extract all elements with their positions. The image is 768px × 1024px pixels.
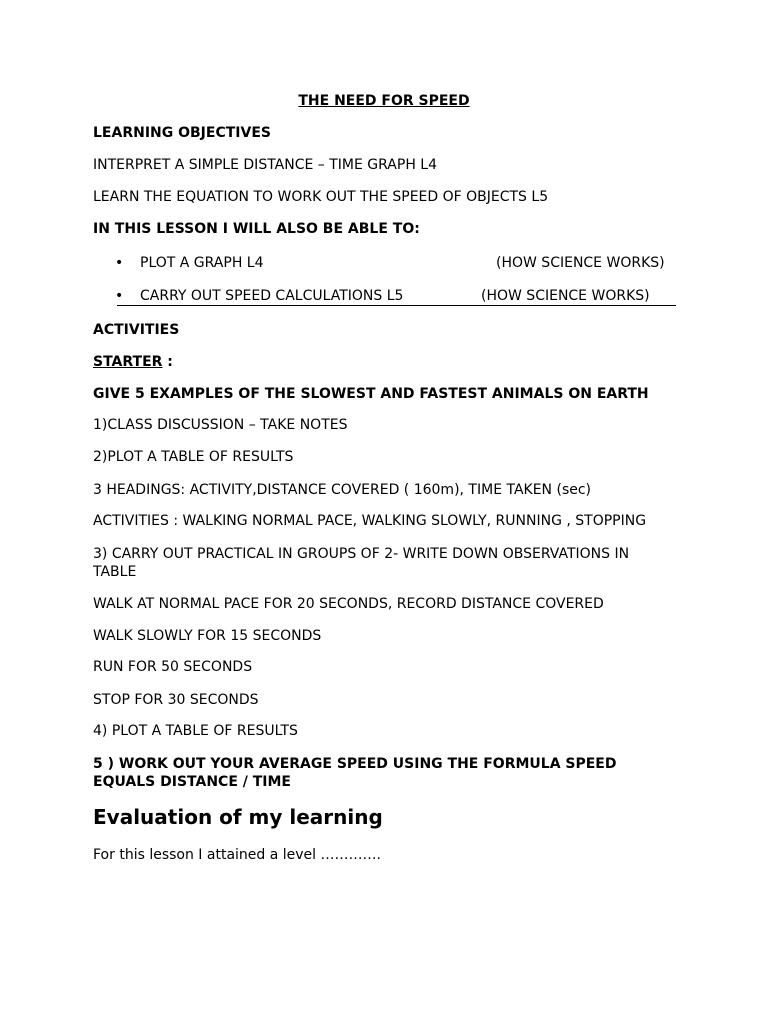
step-stop: STOP FOR 30 SECONDS [93, 692, 259, 708]
bullet-icon: • [115, 255, 124, 271]
starter-suffix: : [162, 354, 173, 370]
also-able-heading: IN THIS LESSON I WILL ALSO BE ABLE TO: [93, 221, 420, 237]
step-headings: 3 HEADINGS: ACTIVITY,DISTANCE COVERED ( 160m), TIME TAKEN (sec) [93, 482, 592, 498]
starter-heading [93, 353, 173, 371]
evaluation-heading: Evaluation of my learning [93, 805, 383, 829]
step-walk-slowly: WALK SLOWLY FOR 15 SECONDS [93, 628, 322, 644]
bullet-text: PLOT A GRAPH L4 [140, 255, 264, 271]
step-average-speed: 5 ) WORK OUT YOUR AVERAGE SPEED USING THE FORMULA SPEED EQUALS DISTANCE / TIME [93, 756, 617, 790]
starter-label: STARTER [93, 354, 163, 370]
bullet-tag: (HOW SCIENCE WORKS) [481, 288, 650, 304]
objective-2: LEARN THE EQUATION TO WORK OUT THE SPEED OF OBJECTS L5 [93, 189, 549, 205]
objective-1: INTERPRET A SIMPLE DISTANCE – TIME GRAPH L4 [93, 157, 438, 173]
step-practical: 3) CARRY OUT PRACTICAL IN GROUPS OF 2- WRITE DOWN OBSERVATIONS IN TABLE [93, 546, 630, 580]
step-activities: ACTIVITIES : WALKING NORMAL PACE, WALKING SLOWLY, RUNNING , STOPPING [93, 513, 647, 529]
bullet-icon: • [115, 288, 124, 304]
evaluation-text: For this lesson I attained a level …………. [93, 847, 381, 863]
step-plot-results: 4) PLOT A TABLE OF RESULTS [93, 723, 298, 739]
activities-heading: ACTIVITIES [93, 322, 180, 338]
page-title: THE NEED FOR SPEED [298, 93, 470, 109]
step-run: RUN FOR 50 SECONDS [93, 659, 253, 675]
bullet-tag: (HOW SCIENCE WORKS) [496, 255, 665, 271]
divider-line [117, 305, 676, 306]
step-class-discussion: 1)CLASS DISCUSSION – TAKE NOTES [93, 417, 348, 433]
learning-objectives-heading: LEARNING OBJECTIVES [93, 125, 271, 141]
step-plot-table: 2)PLOT A TABLE OF RESULTS [93, 449, 294, 465]
bullet-text: CARRY OUT SPEED CALCULATIONS L5 [140, 288, 404, 304]
starter-task: GIVE 5 EXAMPLES OF THE SLOWEST AND FASTEST ANIMALS ON EARTH [93, 386, 649, 402]
step-walk-normal: WALK AT NORMAL PACE FOR 20 SECONDS, RECORD DISTANCE COVERED [93, 596, 604, 612]
